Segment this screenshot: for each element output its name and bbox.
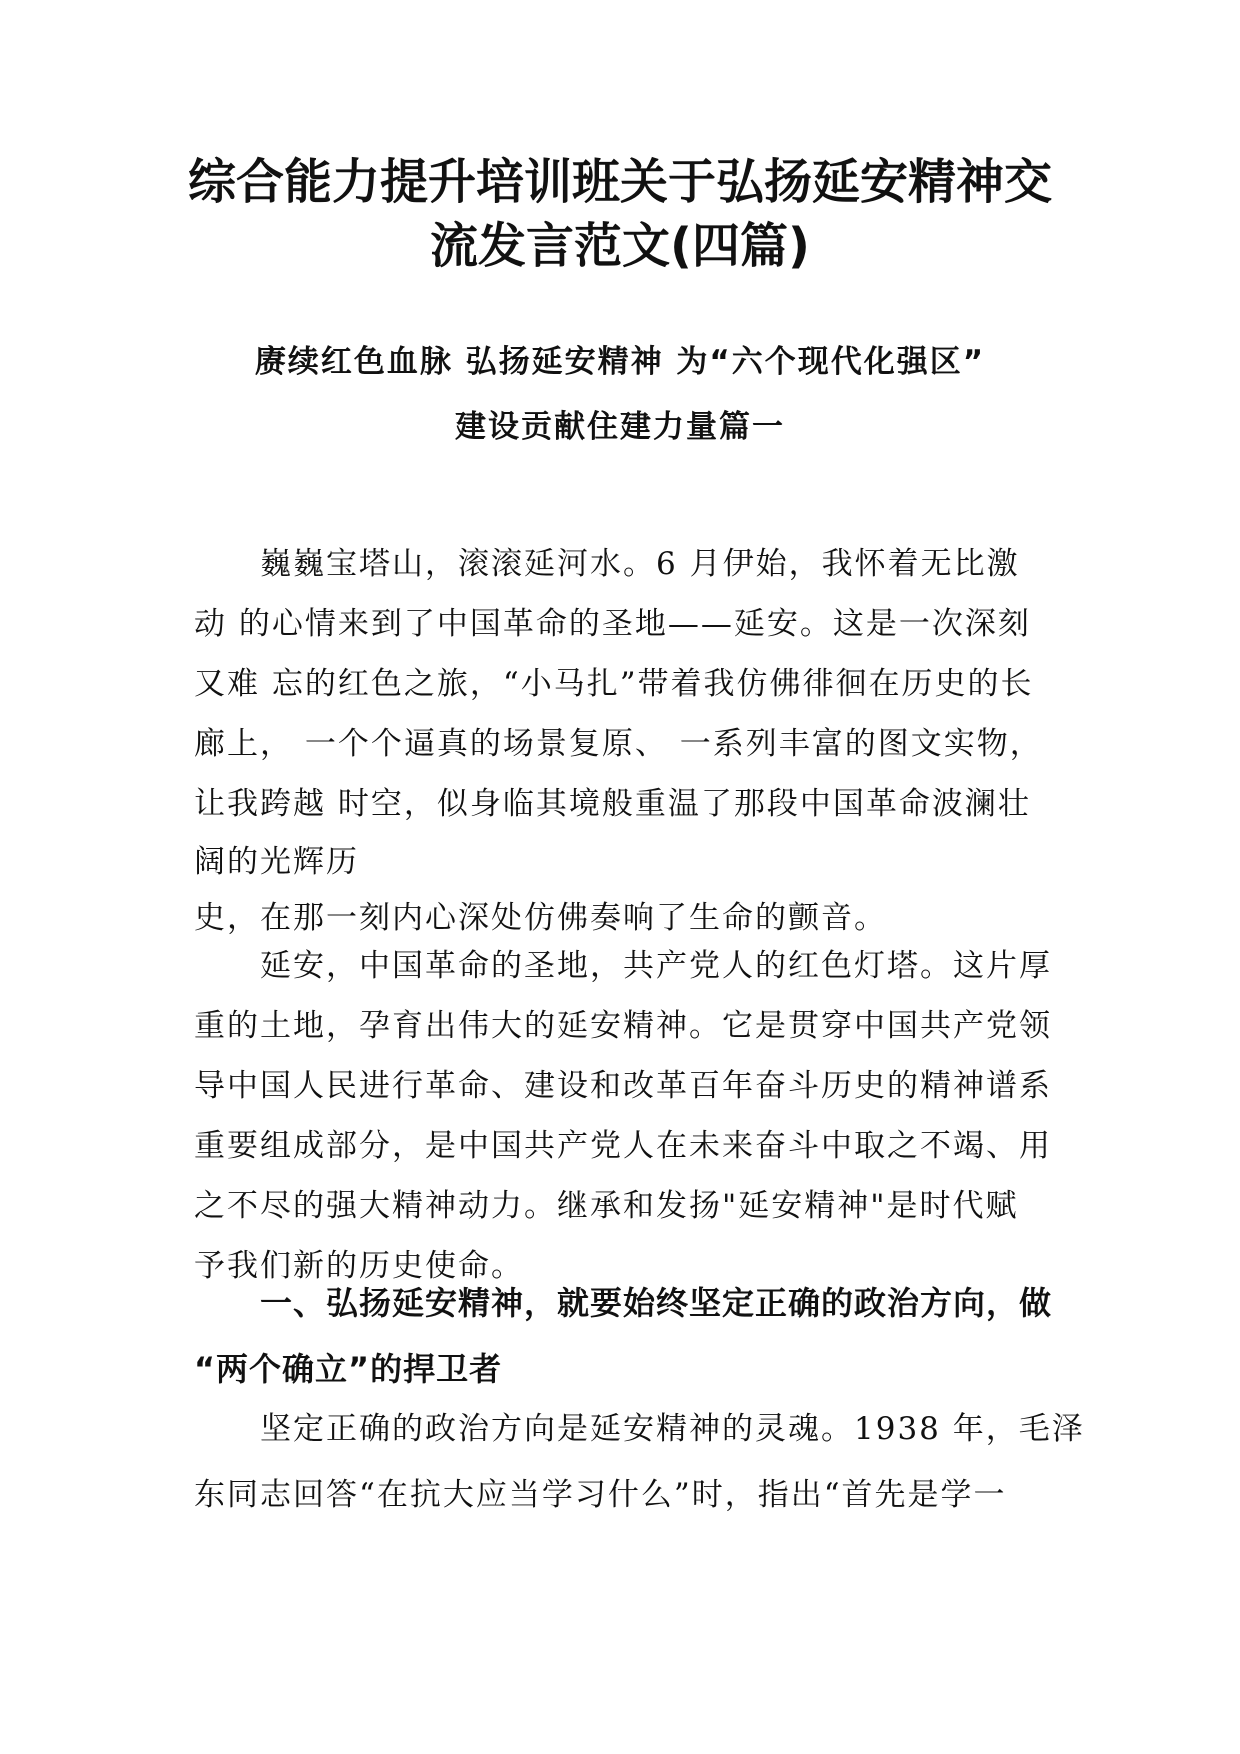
title-line: 综合能力提升培训班关于弘扬延安精神交: [187, 154, 1052, 210]
paragraph-line: 让我跨越 时空，似身临其境般重温了那段中国革命波澜壮: [194, 786, 1031, 822]
title-line: 流发言范文(四篇): [430, 218, 810, 274]
paragraph-line: 动 的心情来到了中国革命的圣地——延安。这是一次深刻: [194, 606, 1031, 642]
paragraph-3: [194, 1396, 1085, 1528]
paragraph-line: 予我们新的历史使命。: [194, 1248, 524, 1284]
paragraph-line: 之不尽的强大精神动力。继承和发扬"延安精神"是时代赋: [194, 1188, 1019, 1224]
subtitle-line: 建设贡献住建力量篇一: [455, 409, 785, 445]
paragraph-line: 重的土地，孕育出伟大的延安精神。它是贯穿中国共产党领: [194, 1008, 1052, 1044]
paragraph-line: 导中国人民进行革命、建设和改革百年奋斗历史的精神谱系: [194, 1068, 1052, 1104]
heading-line: “两个确立”的捍卫者: [194, 1350, 503, 1388]
paragraph-line: 廊上， 一个个逼真的场景复原、 一系列丰富的图文实物，: [194, 726, 1043, 762]
paragraph-line: 延安，中国革命的圣地，共产党人的红色灯塔。这片厚: [260, 948, 1052, 984]
subtitle-line: 赓续红色血脉 弘扬延安精神 为“六个现代化强区”: [254, 344, 986, 380]
paragraph-line: 重要组成部分，是中国共产党人在未来奋斗中取之不竭、用: [194, 1128, 1052, 1164]
paragraph-line: 又难 忘的红色之旅，“小马扎”带着我仿佛徘徊在历史的长: [194, 666, 1034, 702]
section-subtitle: [150, 342, 1090, 447]
paragraph-line: 阔的光辉历: [194, 844, 359, 880]
paragraph-line: 坚定正确的政治方向是延安精神的灵魂。1938 年，毛泽: [260, 1411, 1085, 1447]
heading-line: 一、弘扬延安精神，就要始终坚定正确的政治方向，做: [260, 1284, 1053, 1322]
paragraph-1: [194, 534, 1074, 946]
paragraph-line: 史，在那一刻内心深处仿佛奏响了生命的颤音。: [194, 900, 887, 936]
paragraph-2: [194, 936, 1074, 1296]
document-title: [150, 150, 1090, 278]
paragraph-line: 巍巍宝塔山，滚滚延河水。6 月伊始，我怀着无比激: [260, 546, 1020, 582]
section-heading-1: [194, 1270, 1074, 1402]
paragraph-line: 东同志回答“在抗大应当学习什么”时，指出“首先是学一: [194, 1477, 1007, 1513]
